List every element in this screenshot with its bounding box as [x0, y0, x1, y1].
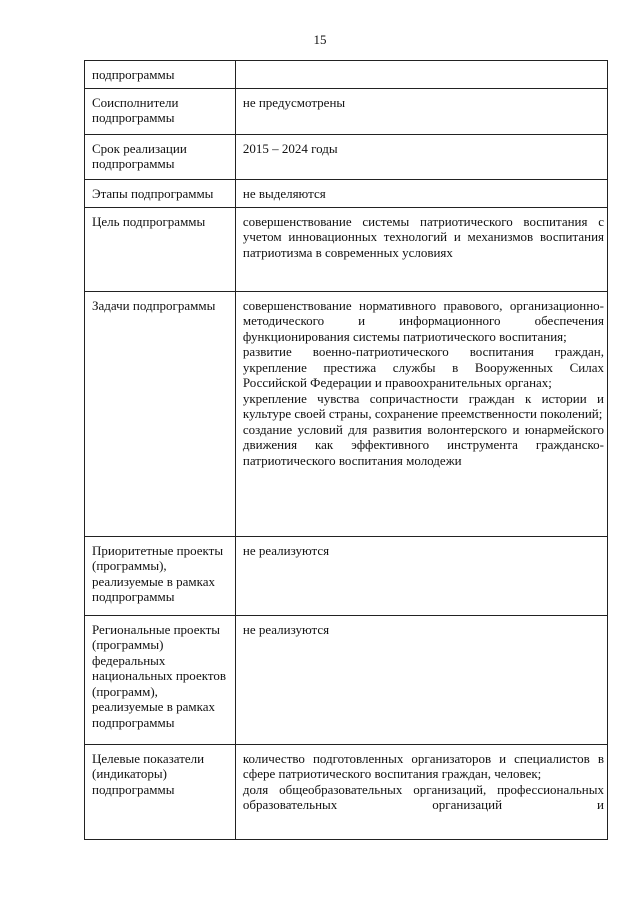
table-row [85, 615, 608, 744]
row-value: не реализуются [235, 615, 607, 744]
table-row [85, 179, 608, 207]
goal-text: совершенствование системы патриотического воспитания с учетом инновационных технологий и механизмов воспитания патриотизма в современных условиях [242, 213, 604, 260]
indicator-item: доля общеобразовательных организаций, профессиональных образовательных организаций и [242, 781, 604, 812]
row-value [235, 291, 607, 536]
table-row [85, 88, 608, 134]
page-number: 15 [313, 32, 327, 47]
row-label: Этапы подпрограммы [85, 179, 236, 207]
table-row [85, 134, 608, 179]
task-item: создание условий для развития волонтерского и юнармейского движения как эффективного инструмента гражданско-патриотического воспитания молодежи [242, 421, 604, 468]
row-value: 2015 – 2024 годы [235, 134, 607, 179]
row-value: не предусмотрены [235, 88, 607, 134]
row-label: Целевые показатели (индикаторы) подпрограммы [85, 744, 236, 839]
subprogram-passport-table [84, 60, 608, 840]
row-label: подпрограммы [85, 61, 236, 89]
table-row [85, 61, 608, 89]
indicator-item: количество подготовленных организаторов и специалистов в сфере патриотического воспитания граждан, человек; [242, 750, 604, 781]
row-label: Соисполнители подпрограммы [85, 88, 236, 134]
row-label: Цель подпрограммы [85, 207, 236, 291]
table-row [85, 536, 608, 615]
table-row [85, 744, 608, 839]
task-item: совершенствование нормативного правового, организационно-методического и информационного обеспечения функционирования системы патриотического воспитания; [242, 297, 604, 344]
row-label: Региональные проекты (программы) федеральных национальных проектов (программ), реализуемые в рамках подпрограммы [85, 615, 236, 744]
task-item: развитие военно-патриотического воспитания граждан, укрепление престижа службы в Вооруженных Силах Российской Федерации и правоохранительных органах; [242, 344, 604, 390]
row-value: не выделяются [235, 179, 607, 207]
task-item: укрепление чувства сопричастности граждан к истории и культуре своей страны, сохранение преемственности поколений; [242, 390, 604, 421]
row-value: не реализуются [235, 536, 607, 615]
row-label: Срок реализации подпрограммы [85, 134, 236, 179]
row-value [235, 744, 607, 839]
table-row [85, 291, 608, 536]
row-label: Задачи подпрограммы [85, 291, 236, 536]
row-value [235, 207, 607, 291]
row-value [235, 61, 607, 89]
row-label: Приоритетные проекты (программы), реализуемые в рамках подпрограммы [85, 536, 236, 615]
table-row [85, 207, 608, 291]
